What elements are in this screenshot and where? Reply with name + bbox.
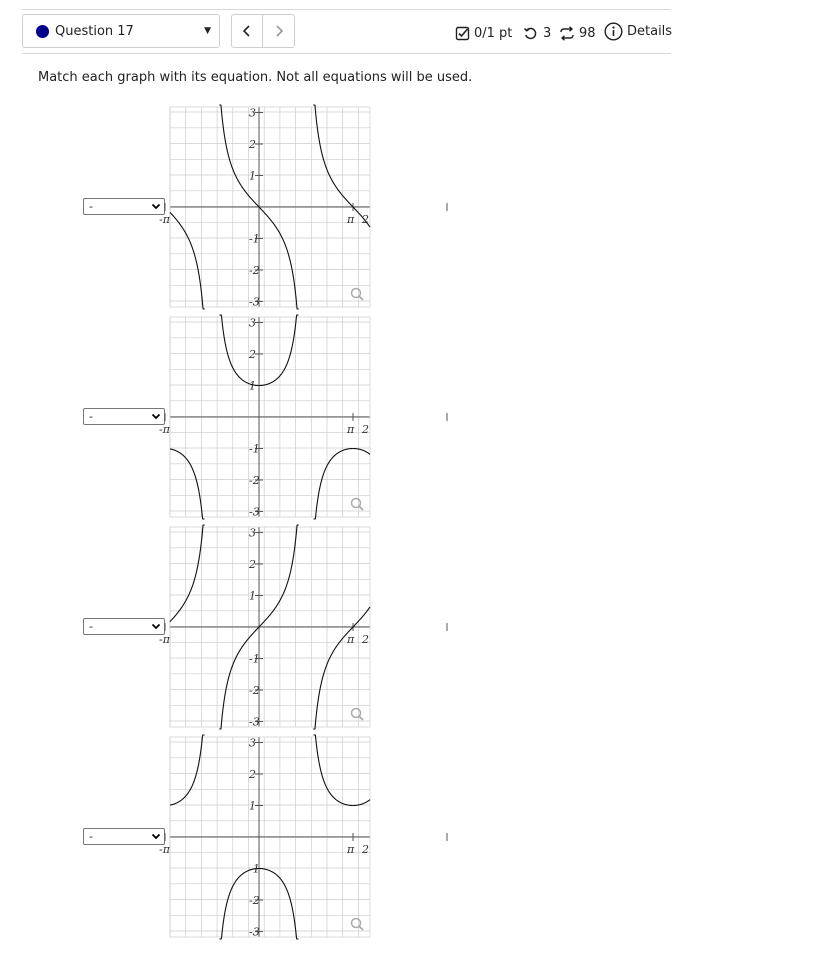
y-tick-label: 1 bbox=[249, 169, 256, 183]
y-tick-label: -2 bbox=[249, 474, 260, 487]
x-tick-label: π bbox=[347, 423, 355, 436]
magnify-lens bbox=[352, 499, 361, 508]
y-tick-label: 3 bbox=[249, 316, 256, 330]
x-tick-label: -π bbox=[159, 633, 170, 646]
y-tick-label: -3 bbox=[249, 925, 260, 939]
y-tick-label: 1 bbox=[249, 589, 256, 603]
magnify-handle bbox=[359, 296, 363, 300]
y-tick-label: 3 bbox=[249, 736, 256, 750]
question-selector[interactable] bbox=[22, 14, 220, 48]
regenerate-icon bbox=[559, 26, 575, 41]
magnify-icon bbox=[352, 709, 364, 721]
magnify-handle bbox=[359, 926, 363, 930]
answer-select-value: - bbox=[89, 830, 93, 843]
x-tick-label: -π bbox=[159, 423, 170, 436]
x-tick-label: π bbox=[347, 843, 355, 856]
answer-select-2[interactable] bbox=[83, 408, 165, 425]
details-button[interactable] bbox=[604, 21, 672, 41]
x-tick-label: 2 bbox=[362, 633, 369, 646]
checkbox-score-icon bbox=[455, 26, 470, 41]
y-tick-label: 3 bbox=[249, 526, 256, 540]
y-tick-label: -3 bbox=[249, 715, 260, 729]
regens-status bbox=[559, 23, 596, 43]
header-top-divider bbox=[22, 9, 671, 10]
y-tick-label: 2 bbox=[249, 768, 256, 781]
graph-1[interactable] bbox=[159, 106, 370, 309]
question-prompt: Match each graph with its equation. Not all equations will be used. bbox=[38, 70, 473, 85]
y-tick-label: -2 bbox=[249, 264, 260, 277]
y-tick-label: -3 bbox=[249, 505, 260, 519]
y-tick-label: 1 bbox=[249, 379, 256, 393]
previous-question-button[interactable] bbox=[231, 14, 263, 48]
question-label: Question 17 bbox=[55, 23, 134, 39]
x-tick-label: π bbox=[347, 633, 355, 646]
y-tick-label: 2 bbox=[249, 138, 256, 151]
y-tick-label: 2 bbox=[249, 348, 256, 361]
magnify-icon bbox=[352, 289, 364, 301]
magnify-lens bbox=[352, 919, 361, 928]
attempts-text: 3 bbox=[543, 25, 552, 41]
magnify-handle bbox=[359, 506, 363, 510]
chevron-down-icon bbox=[151, 623, 161, 630]
details-label: Details bbox=[627, 23, 673, 39]
answer-select-value: - bbox=[89, 200, 93, 213]
attempts-status bbox=[523, 23, 551, 43]
graph-4[interactable] bbox=[159, 736, 370, 939]
graph-3[interactable] bbox=[159, 526, 370, 729]
y-tick-label: 3 bbox=[249, 106, 256, 120]
chevron-down-icon: ▼ bbox=[204, 26, 211, 36]
magnify-icon bbox=[352, 499, 364, 511]
magnify-handle bbox=[359, 716, 363, 720]
answer-select-3[interactable] bbox=[83, 618, 165, 635]
x-tick-label: π bbox=[347, 213, 355, 226]
chevron-left-icon bbox=[242, 24, 252, 38]
y-tick-label: 1 bbox=[249, 799, 256, 813]
chevron-down-icon bbox=[151, 413, 161, 420]
answer-select-value: - bbox=[89, 410, 93, 423]
header-bottom-divider bbox=[22, 53, 671, 54]
x-tick-label: -π bbox=[159, 213, 170, 226]
y-tick-label: -2 bbox=[249, 894, 260, 907]
regens-text: 98 bbox=[579, 25, 596, 41]
x-tick-label: 2 bbox=[362, 843, 369, 856]
y-tick-label: -1 bbox=[249, 232, 260, 246]
graph-2[interactable] bbox=[159, 316, 370, 519]
score-status bbox=[455, 23, 512, 43]
next-question-button[interactable] bbox=[263, 14, 295, 48]
question-dot-icon bbox=[36, 25, 49, 38]
x-tick-label: 2 bbox=[362, 213, 369, 226]
magnify-lens bbox=[352, 289, 361, 298]
answer-select-1[interactable] bbox=[83, 198, 165, 215]
x-tick-label: -π bbox=[159, 843, 170, 856]
y-tick-label: -2 bbox=[249, 684, 260, 697]
info-icon bbox=[604, 22, 623, 41]
chevron-down-icon bbox=[151, 203, 161, 210]
score-text: 0/1 pt bbox=[474, 25, 513, 41]
x-tick-label: 2 bbox=[362, 423, 369, 436]
chevron-right-icon bbox=[274, 24, 284, 38]
y-tick-label: 2 bbox=[249, 558, 256, 571]
y-tick-label: -1 bbox=[249, 862, 260, 876]
magnify-icon bbox=[352, 919, 364, 931]
y-tick-label: -1 bbox=[249, 652, 260, 666]
answer-select-4[interactable] bbox=[83, 828, 165, 845]
magnify-lens bbox=[352, 709, 361, 718]
chevron-down-icon bbox=[151, 833, 161, 840]
retry-icon bbox=[523, 26, 538, 41]
answer-select-value: - bbox=[89, 620, 93, 633]
y-tick-label: -1 bbox=[249, 442, 260, 456]
y-tick-label: -3 bbox=[249, 295, 260, 309]
